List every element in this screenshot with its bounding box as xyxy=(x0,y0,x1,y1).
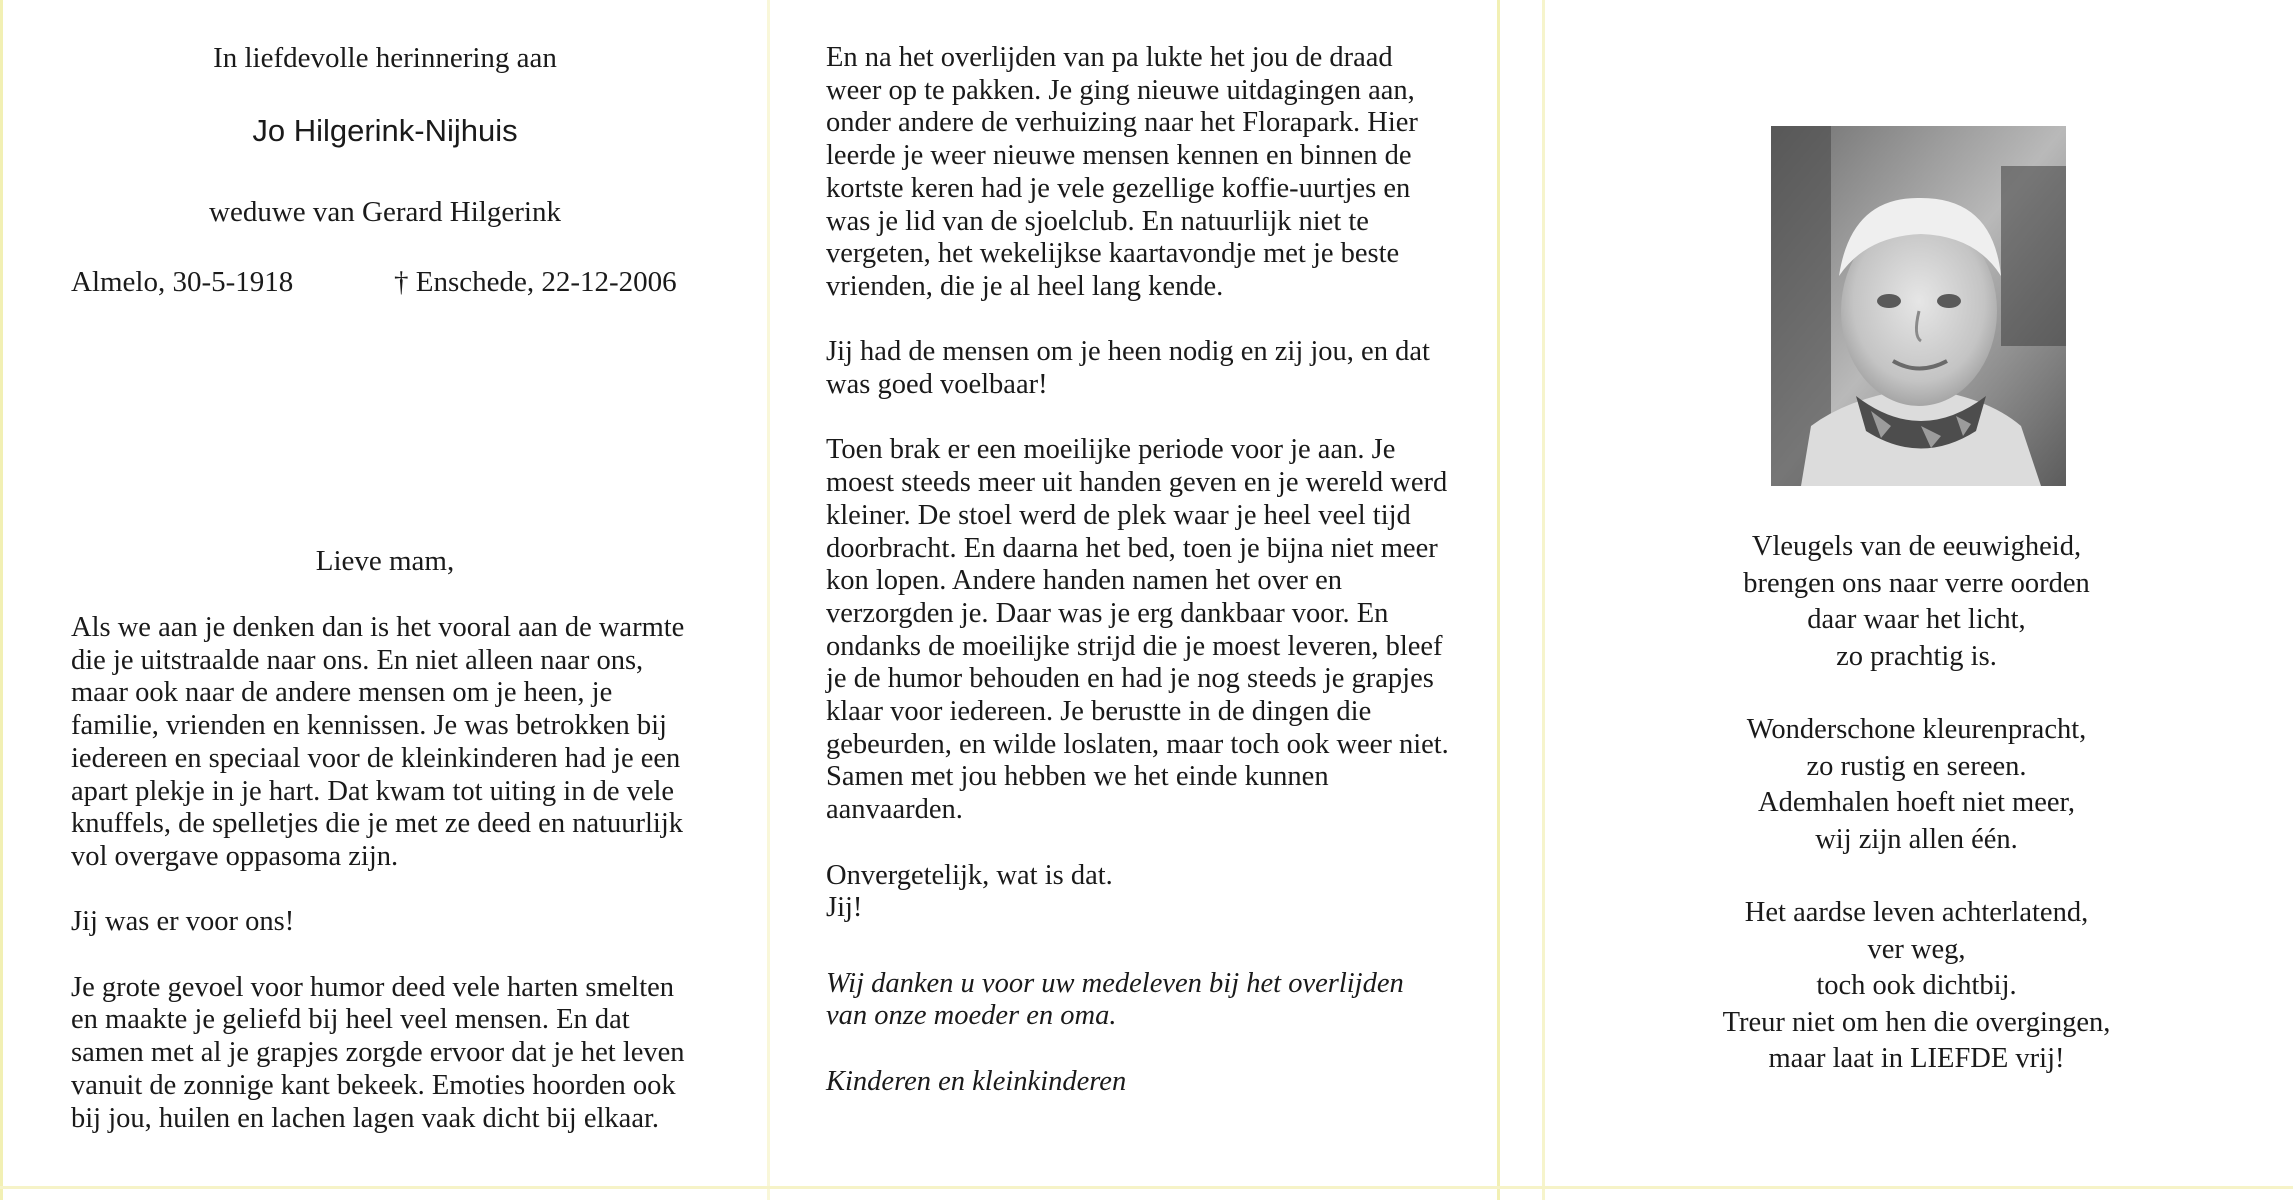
widow-line: weduwe van Gerard Hilgerink xyxy=(209,196,561,228)
text-line: was goed voelbaar! xyxy=(826,369,1048,401)
text-line: weer op te pakken. Je ging nieuwe uitdagingen aan, xyxy=(826,74,1415,106)
poem-line: Treur niet om hen die overgingen, xyxy=(1722,1006,2111,1038)
deceased-name: Jo Hilgerink-Nijhuis xyxy=(252,113,518,148)
text-line: Als we aan je denken dan is het vooral aan de warmte xyxy=(71,612,685,643)
poem-line: Ademhalen hoeft niet meer, xyxy=(1758,787,2075,818)
poem-line: brengen ons naar verre oorden xyxy=(1743,567,2090,599)
text-line: ondanks de moeilijke strijd die je moest leveren, bleef xyxy=(826,630,1443,662)
text-line: je de humor behouden en had je nog steeds je grapjes xyxy=(826,663,1434,695)
signature: Kinderen en kleinkinderen xyxy=(826,1065,1127,1097)
poem-line: Wonderschone kleurenpracht, xyxy=(1746,714,2087,745)
text-line: kortste keren had je vele gezellige koffie-uurtjes en xyxy=(826,172,1411,204)
text-line: apart plekje in je hart. Dat kwam tot uiting in de vele xyxy=(71,775,675,807)
text-line: klaar voor iedereen. Je berustte in de dingen die xyxy=(826,696,1372,728)
thanks-line: Wij danken u voor uw medeleven bij het overlijden xyxy=(826,967,1404,999)
text-line: doorbracht. En daarna het bed, toen je bijna niet meer xyxy=(826,532,1438,564)
text-line: gebeurden, en wilde loslaten, maar toch ook weer niet. xyxy=(826,728,1449,760)
intro-line: In liefdevolle herinnering aan xyxy=(213,42,557,74)
text-line: Jij was er voor ons! xyxy=(71,906,295,938)
text-line: Onvergetelijk, wat is dat. xyxy=(826,859,1113,891)
salutation: Lieve mam, xyxy=(315,545,455,577)
text-line: iedereen en speciaal voor de kleinkinderen had je een xyxy=(71,742,681,774)
death-date: † Enschede, 22-12-2006 xyxy=(394,266,677,298)
portrait-photo-icon xyxy=(1771,126,2066,486)
text-line: die je uitstraalde naar ons. En niet alleen naar ons, xyxy=(71,644,644,676)
text-line: vol overgave oppasoma zijn. xyxy=(71,840,399,872)
text-line: Je grote gevoel voor humor deed vele harten smelten xyxy=(71,971,675,1003)
text-line: Samen met jou hebben we het einde kunnen xyxy=(826,761,1329,793)
text-line: moest steeds meer uit handen geven en je wereld werd xyxy=(826,467,1448,499)
middle-panel xyxy=(770,0,1540,1200)
text-line: maar ook naar de andere mensen om je heen, je xyxy=(71,677,613,709)
text-line: familie, vrienden en kennissen. Je was betrokken bij xyxy=(71,710,667,742)
poem-line: zo rustig en sereen. xyxy=(1806,750,2027,782)
left-panel xyxy=(0,0,770,1200)
text-line: Jij had de mensen om je heen nodig en zij jou, en dat xyxy=(826,336,1430,368)
text-line: kon lopen. Andere handen namen het over en xyxy=(826,565,1342,597)
poem-line: maar laat in LIEFDE vrij! xyxy=(1768,1043,2065,1074)
birth-date: Almelo, 30-5-1918 xyxy=(71,266,294,298)
text-line: vergeten, het wekelijkse kaartavondje met je beste xyxy=(826,238,1400,270)
text-line: vrienden, die je al heel lang kende. xyxy=(826,270,1224,302)
poem-line: wij zijn allen één. xyxy=(1815,823,2018,855)
poem xyxy=(1540,529,2293,1078)
text-line: aanvaarden. xyxy=(826,794,963,826)
poem-line: daar waar het licht, xyxy=(1807,604,2026,635)
text-line: samen met al je grapjes zorgde ervoor dat je het leven xyxy=(71,1037,685,1069)
text-line: Toen brak er een moeilijke periode voor je aan. Je xyxy=(826,434,1396,466)
left-body-text xyxy=(71,612,685,1135)
text-line: vanuit de zonnige kant bekeek. Emoties hoorden ook xyxy=(71,1069,676,1101)
text-line: verzorgden je. Daar was je erg dankbaar voor. En xyxy=(826,597,1389,629)
poem-line: zo prachtig is. xyxy=(1836,640,1997,672)
text-line: was je lid van de sjoelclub. En natuurlijk niet te xyxy=(826,205,1369,237)
poem-line: toch ook dichtbij. xyxy=(1816,970,2017,1001)
poem-line: Het aardse leven achterlatend, xyxy=(1744,897,2089,928)
text-line: leerde je weer nieuwe mensen kennen en binnen de xyxy=(826,140,1412,172)
text-line: Jij! xyxy=(826,892,863,924)
text-line: En na het overlijden van pa lukte het jou de draad xyxy=(826,42,1393,73)
middle-body-text xyxy=(826,42,1449,1099)
text-line: en maakte je geliefd bij heel veel mensen. En dat xyxy=(71,1004,630,1036)
text-line: kleiner. De stoel werd de plek waar je heel veel tijd xyxy=(826,499,1411,531)
text-line: knuffels, de spelletjes die je met ze deed en natuurlijk xyxy=(71,808,684,840)
poem-line: Vleugels van de eeuwigheid, xyxy=(1751,531,2082,562)
poem-line: ver weg, xyxy=(1867,933,1966,965)
text-line: onder andere de verhuizing naar het Florapark. Hier xyxy=(826,107,1418,139)
thanks-line: van onze moeder en oma. xyxy=(826,1000,1117,1032)
text-line: bij jou, huilen en lachen lagen vaak dicht bij elkaar. xyxy=(71,1102,660,1134)
